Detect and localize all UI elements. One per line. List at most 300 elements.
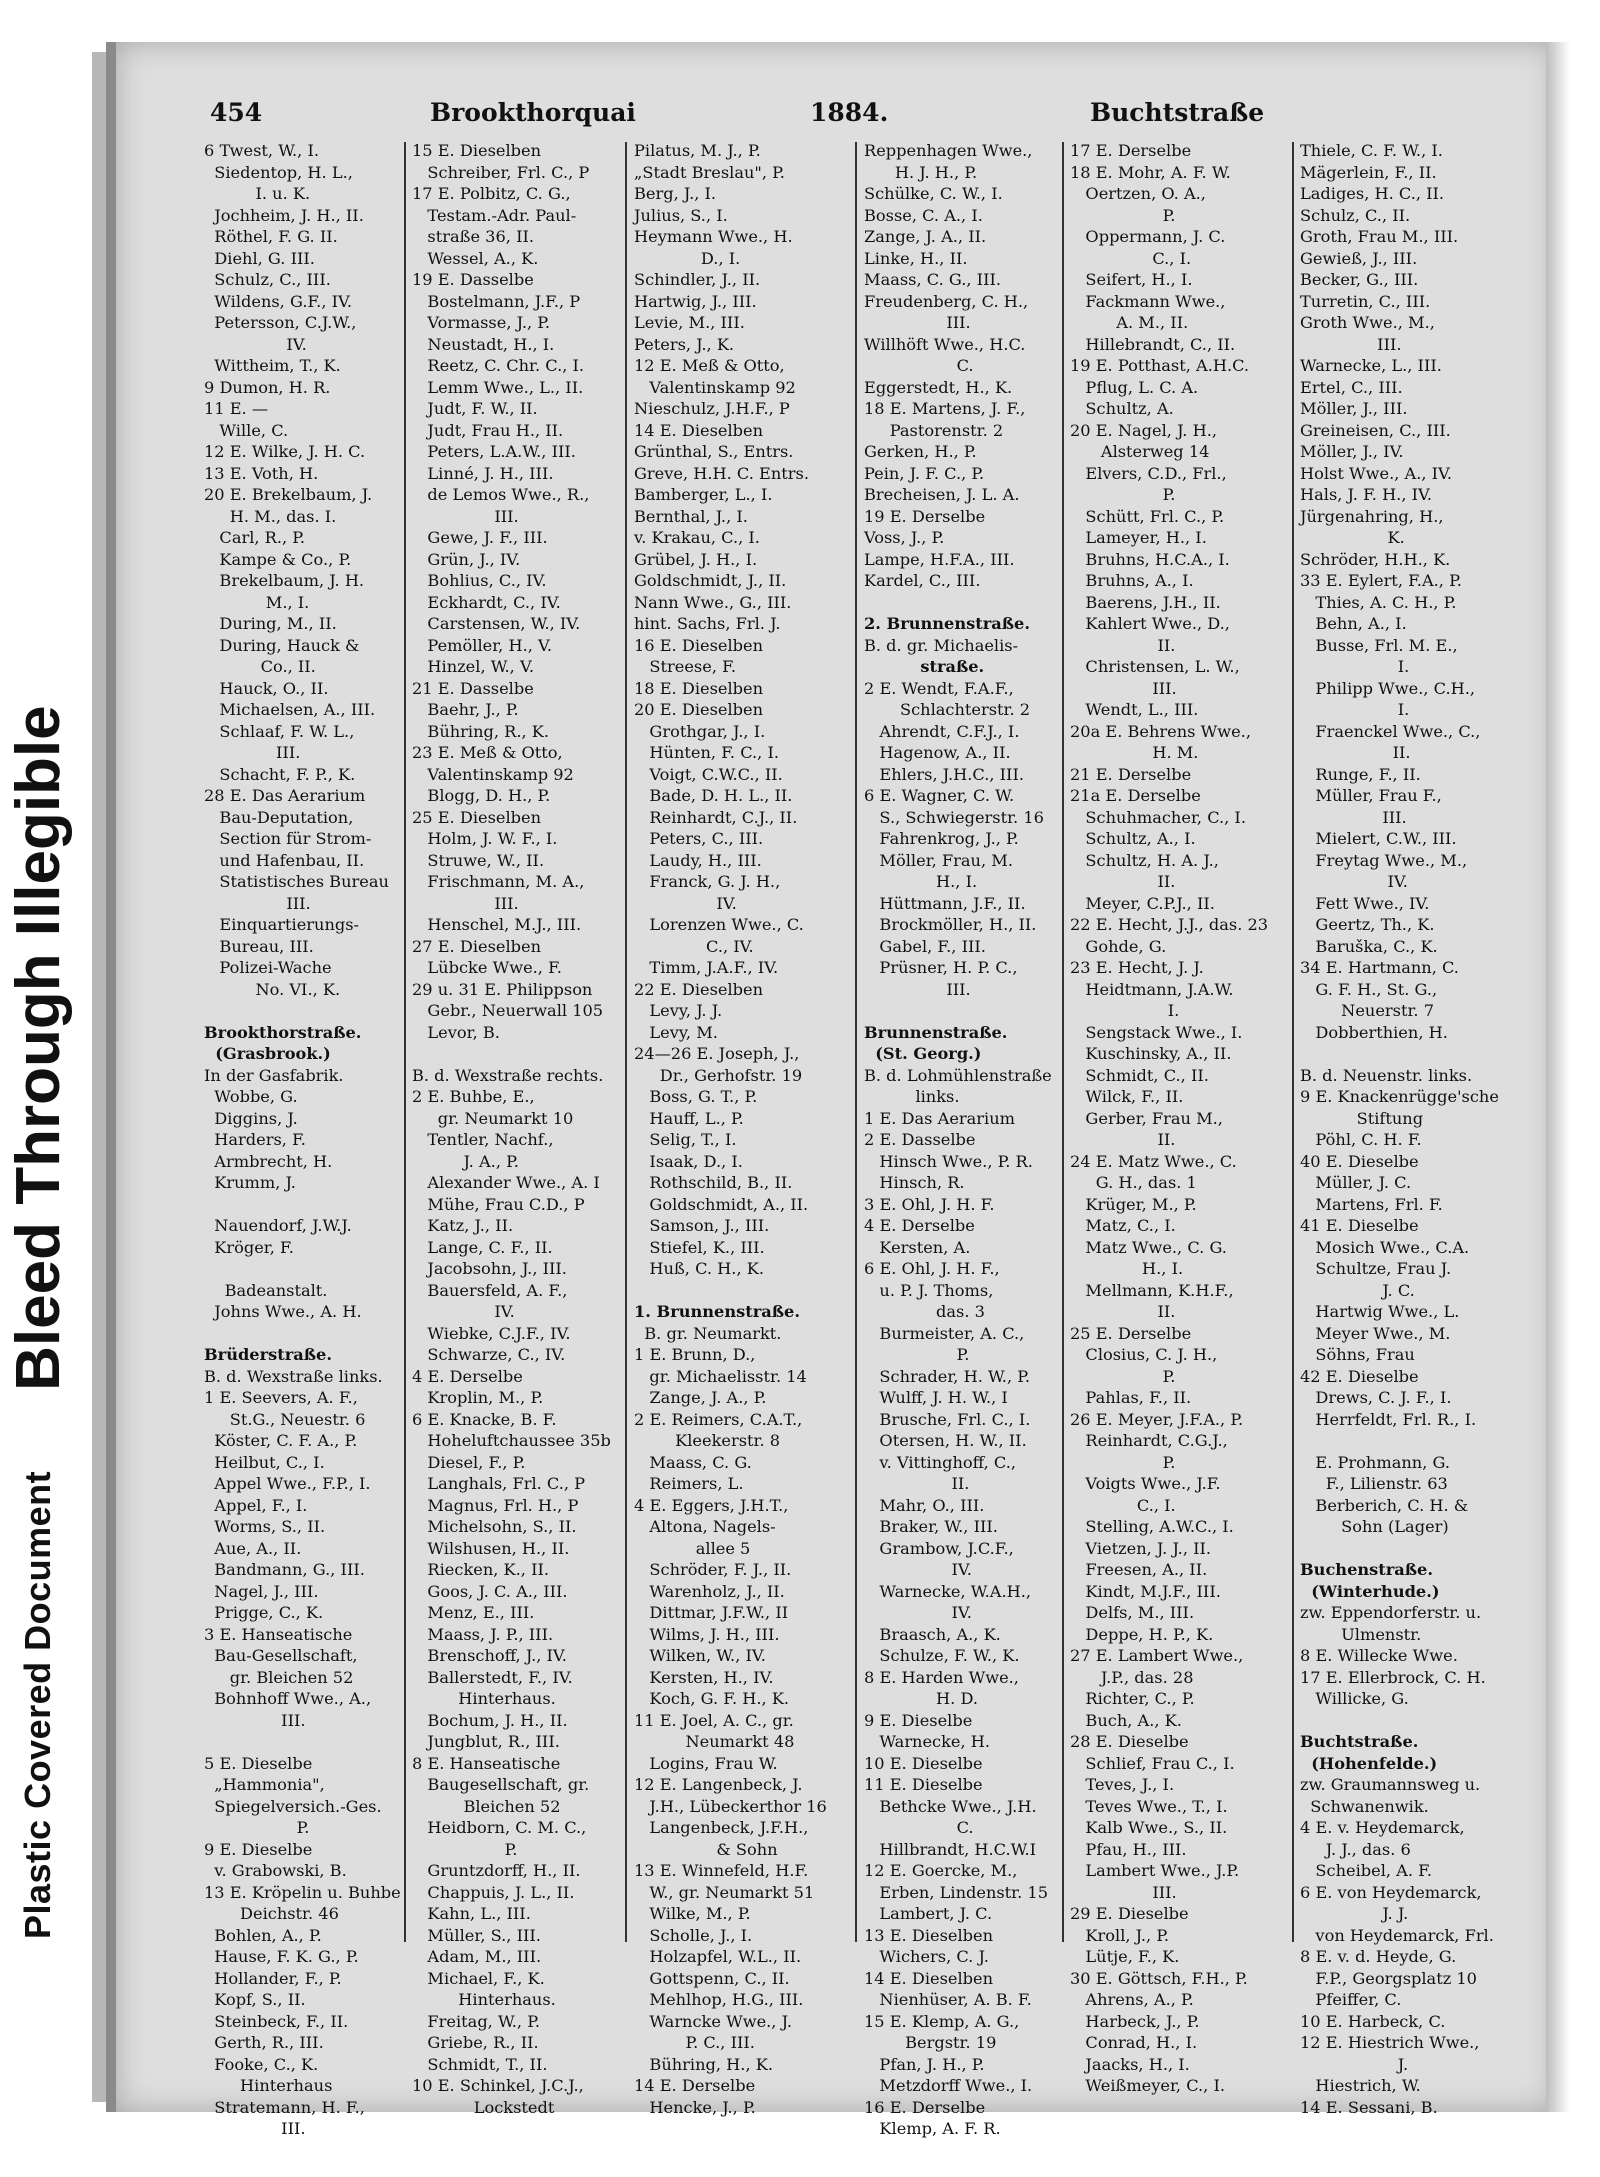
directory-line: P. xyxy=(1070,1366,1176,1386)
directory-line: K. xyxy=(1300,528,1405,547)
directory-line: Mahr, O., III. xyxy=(864,1495,985,1515)
directory-line: Hauff, L., P. xyxy=(634,1108,744,1128)
directory-line: Scheibel, A. F. xyxy=(1300,1861,1433,1880)
directory-line: Jochheim, J. H., II. xyxy=(204,205,364,225)
directory-line: Huß, C. H., K. xyxy=(634,1259,764,1278)
directory-line: Teves Wwe., T., I. xyxy=(1070,1796,1228,1816)
directory-line: links. xyxy=(864,1087,960,1106)
directory-column-4 xyxy=(864,140,1064,2138)
directory-line xyxy=(864,1000,1064,1022)
directory-line: Bühring, H., K. xyxy=(634,2054,773,2074)
directory-line: Groth Wwe., M., xyxy=(1300,313,1435,332)
directory-line: Kuschinsky, A., II. xyxy=(1070,1044,1232,1063)
directory-line: Pfeiffer, C. xyxy=(1300,1990,1402,2009)
directory-line: J. C. xyxy=(1300,1280,1415,1300)
directory-line: von Heydemarck, Frl. xyxy=(1300,1925,1494,1945)
directory-line: II. xyxy=(1070,1302,1176,1321)
directory-line: 2 E. Reimers, C.A.T., xyxy=(634,1409,803,1429)
directory-line: Matz, C., I. xyxy=(1070,1216,1176,1235)
directory-line: Goldschmidt, A., II. xyxy=(634,1194,809,1214)
directory-line: 28 E. Dieselbe xyxy=(1070,1732,1189,1751)
directory-line: Fooke, C., K. xyxy=(204,2054,319,2074)
directory-line: A. M., II. xyxy=(1070,313,1189,332)
directory-line: Bau-Deputation, xyxy=(204,807,354,827)
page-header xyxy=(210,98,1480,132)
directory-line: Baehr, J., P. xyxy=(412,700,519,719)
directory-line xyxy=(412,1043,626,1065)
directory-line: 25 E. Dieselben xyxy=(412,807,542,827)
directory-line: Richter, C., P. xyxy=(1070,1689,1195,1708)
left-running-title: Brookthorquai xyxy=(430,98,636,127)
directory-line: 21 E. Derselbe xyxy=(1070,764,1192,784)
directory-line: 20 E. Nagel, J. H., xyxy=(1070,420,1218,440)
directory-line: 20 E. Brekelbaum, J. xyxy=(204,485,373,504)
directory-line: 9 Dumon, H. R. xyxy=(204,377,331,397)
directory-line: F.P., Georgsplatz 10 xyxy=(1300,1968,1477,1988)
directory-line: 28 E. Das Aerarium xyxy=(204,786,366,805)
directory-line: 29 u. 31 E. Philippson xyxy=(412,979,593,999)
directory-line: & Sohn xyxy=(634,1839,778,1859)
directory-line: Gewe, J. F., III. xyxy=(412,528,548,547)
directory-line: Altona, Nagels- xyxy=(634,1517,776,1536)
directory-line: Closius, C. J. H., xyxy=(1070,1345,1218,1364)
directory-line: Brenschoff, J., IV. xyxy=(412,1646,567,1665)
directory-line: I. xyxy=(1300,700,1410,719)
directory-line: 6 Twest, W., I. xyxy=(204,141,319,160)
directory-line: B. gr. Neumarkt. xyxy=(634,1323,782,1343)
directory-line: Gerth, R., III. xyxy=(204,2033,324,2052)
directory-line: Heilbut, C., I. xyxy=(204,1452,325,1472)
directory-line: Brecheisen, J. L. A. xyxy=(864,485,1020,504)
directory-line: Metzdorff Wwe., I. xyxy=(864,2076,1033,2095)
directory-line: Schmidt, C., II. xyxy=(1070,1065,1209,1085)
directory-line: II. xyxy=(1070,872,1176,891)
directory-line: Zange, J. A., II. xyxy=(864,227,987,246)
directory-line: Eckhardt, C., IV. xyxy=(412,592,561,612)
directory-line: III. xyxy=(412,893,519,913)
directory-line: Bernthal, J., I. xyxy=(634,506,748,526)
directory-line: Lorenzen Wwe., C. xyxy=(634,915,804,934)
directory-line: 25 E. Derselbe xyxy=(1070,1323,1192,1343)
directory-line: 21 E. Dasselbe xyxy=(412,678,534,698)
directory-line: Lütje, F., K. xyxy=(1070,1947,1180,1966)
directory-line: Langhals, Frl. C., P xyxy=(412,1474,586,1493)
directory-line: Bamberger, L., I. xyxy=(634,485,773,504)
directory-line: 11 E. — xyxy=(204,399,269,418)
directory-line: „Hammonia", xyxy=(204,1775,325,1794)
directory-line: gr. Michaelisstr. 14 xyxy=(634,1366,807,1386)
directory-line: III. xyxy=(204,2119,306,2138)
directory-line: 10 E. Schinkel, J.C.J., xyxy=(412,2076,584,2095)
directory-line: Schröder, F. J., II. xyxy=(634,1560,792,1579)
directory-line: Katz, J., II. xyxy=(412,1216,514,1235)
directory-line: Hillebrandt, C., II. xyxy=(1070,334,1236,354)
directory-line: Warnecke, L., III. xyxy=(1300,356,1442,375)
directory-line: 15 E. Klemp, A. G., xyxy=(864,2011,1020,2031)
directory-column-6 xyxy=(1300,140,1499,2117)
directory-line: zw. Eppendorferstr. u. xyxy=(1300,1603,1482,1622)
directory-line: Klemp, A. F. R. xyxy=(864,2119,1001,2138)
directory-line: Hartwig Wwe., L. xyxy=(1300,1302,1460,1321)
directory-column-1 xyxy=(204,140,401,2138)
directory-line: Brüderstraße. xyxy=(204,1345,332,1364)
directory-line: Lameyer, H., I. xyxy=(1070,528,1207,547)
directory-line: Conrad, H., I. xyxy=(1070,2033,1198,2052)
directory-line: Schulz, C., III. xyxy=(204,270,331,289)
directory-line: Scholle, J., I. xyxy=(634,1925,753,1945)
directory-line: Greve, H.H. C. Entrs. xyxy=(634,463,809,483)
directory-line: Buchtstraße. xyxy=(1300,1732,1419,1751)
directory-line: C., IV. xyxy=(634,936,754,956)
directory-line: straße 36, II. xyxy=(412,227,534,246)
directory-line: Maass, C. G., III. xyxy=(864,270,1002,289)
directory-line: C. xyxy=(864,356,974,375)
directory-line: Schultz, H. A. J., xyxy=(1070,850,1219,870)
directory-line: Hartwig, J., III. xyxy=(634,291,757,311)
directory-line: G. H., das. 1 xyxy=(1070,1173,1197,1192)
directory-line: Siedentop, H. L., xyxy=(204,162,353,182)
directory-line: 20 E. Dieselben xyxy=(634,700,764,719)
directory-line: Hagenow, A., II. xyxy=(864,743,1011,762)
directory-line: Müller, Frau F., xyxy=(1300,786,1442,805)
directory-line: Fahrenkrog, J., P. xyxy=(864,829,1019,848)
directory-line: 16 E. Dieselben xyxy=(634,635,764,655)
directory-line: Martens, Frl. F. xyxy=(1300,1194,1443,1214)
directory-line: zw. Graumannsweg u. xyxy=(1300,1775,1481,1794)
directory-line: Reinhardt, C.J., II. xyxy=(634,807,798,827)
directory-line: S., Schwiegerstr. 16 xyxy=(864,807,1044,827)
directory-line: Gabel, F., III. xyxy=(864,936,986,956)
directory-line: Runge, F., II. xyxy=(1300,764,1421,784)
directory-line: Bade, D. H. L., II. xyxy=(634,786,793,805)
directory-columns xyxy=(204,140,1499,2138)
directory-line: 24—26 E. Joseph, J., xyxy=(634,1044,800,1063)
directory-line: Diesel, F., P. xyxy=(412,1452,526,1472)
directory-line: Schultz, A. xyxy=(1070,399,1174,418)
directory-line: J. J. xyxy=(1300,1904,1409,1923)
directory-line: Wichers, C. J. xyxy=(864,1947,989,1966)
directory-line: Heidtmann, J.A.W. xyxy=(1070,979,1234,999)
directory-line: Diehl, G. III. xyxy=(204,248,315,268)
directory-line: Krumm, J. xyxy=(204,1173,296,1192)
directory-line: Deichstr. 46 xyxy=(204,1904,339,1923)
directory-line: Teves, J., I. xyxy=(1070,1775,1175,1794)
directory-line: Pilatus, M. J., P. xyxy=(634,141,761,160)
directory-line: Ahrendt, C.F.J., I. xyxy=(864,721,1020,741)
directory-line: Seifert, H., I. xyxy=(1070,270,1193,289)
directory-line: Oppermann, J. C. xyxy=(1070,227,1226,246)
directory-line: Warenholz, J., II. xyxy=(634,1581,785,1601)
directory-line: Brookthorstraße. xyxy=(204,1022,362,1042)
directory-line: 13 E. Winnefeld, H.F. xyxy=(634,1861,809,1880)
directory-line: hint. Sachs, Frl. J. xyxy=(634,614,781,633)
directory-line: Bauersfeld, A. F., xyxy=(412,1280,568,1300)
directory-line: Levy, M. xyxy=(634,1022,718,1042)
directory-line: C., I. xyxy=(1070,248,1192,268)
directory-line: J. J., das. 6 xyxy=(1300,1839,1411,1859)
directory-line: Schultz, A., I. xyxy=(1070,829,1196,848)
directory-line: Holst Wwe., A., IV. xyxy=(1300,463,1453,483)
directory-line: 19 E. Dasselbe xyxy=(412,270,534,289)
directory-line: Dittmar, J.F.W., II xyxy=(634,1603,789,1622)
directory-line: Schwarze, C., IV. xyxy=(412,1345,566,1364)
directory-line: Schröder, H.H., K. xyxy=(1300,549,1451,569)
directory-line: Gerken, H., P. xyxy=(864,442,977,461)
directory-line: Becker, G., III. xyxy=(1300,270,1419,289)
directory-line: Bohlius, C., IV. xyxy=(412,571,547,590)
directory-line: 8 E. v. d. Heyde, G. xyxy=(1300,1947,1457,1966)
directory-line: B. d. gr. Michaelis- xyxy=(864,635,1019,655)
directory-line: Prüsner, H. P. C., xyxy=(864,958,1018,977)
sidebar-rotated-labels xyxy=(0,223,83,1939)
directory-line: Peters, J., K. xyxy=(634,334,735,354)
directory-line: Neustadt, H., I. xyxy=(412,334,555,354)
directory-line: J. xyxy=(1300,2054,1409,2074)
directory-line: Ehlers, J.H.C., III. xyxy=(864,764,1024,784)
directory-line: Gruntzdorff, H., II. xyxy=(412,1861,581,1880)
directory-line: Neumarkt 48 xyxy=(634,1732,795,1751)
directory-line: Petersson, C.J.W., xyxy=(204,313,357,332)
directory-line: 8 E. Willecke Wwe. xyxy=(1300,1646,1458,1665)
directory-line: Wessel, A., K. xyxy=(412,248,539,268)
directory-line: Brunnenstraße. xyxy=(864,1022,1008,1042)
directory-line: Ahrens, A., P. xyxy=(1070,1990,1194,2009)
directory-line: E. Prohmann, G. xyxy=(1300,1452,1450,1472)
directory-line: Kroplin, M., P. xyxy=(412,1388,544,1407)
directory-line: Thies, A. C. H., P. xyxy=(1300,592,1457,612)
directory-line: 10 E. Dieselbe xyxy=(864,1753,983,1773)
directory-line: Polizei-Wache xyxy=(204,958,332,977)
directory-line: Timm, J.A.F., IV. xyxy=(634,958,779,977)
directory-line: Kröger, F. xyxy=(204,1237,294,1257)
directory-line: B. d. Neuenstr. links. xyxy=(1300,1065,1473,1085)
directory-line: Fackmann Wwe., xyxy=(1070,291,1226,311)
directory-line: Aue, A., II. xyxy=(204,1538,302,1558)
directory-line: Dobberthien, H. xyxy=(1300,1022,1448,1042)
directory-line: 18 E. Martens, J. F., xyxy=(864,399,1026,418)
directory-line: Section für Strom- xyxy=(204,829,372,848)
directory-line: Lange, C. F., II. xyxy=(412,1237,553,1257)
directory-line: Kersten, H., IV. xyxy=(634,1667,774,1687)
directory-line: I. u. K. xyxy=(204,184,311,203)
directory-line: Ballerstedt, F., IV. xyxy=(412,1667,573,1687)
directory-line xyxy=(1300,1710,1496,1732)
directory-line: Statistisches Bureau xyxy=(204,872,389,891)
directory-line: Wilken, W., IV. xyxy=(634,1646,766,1665)
directory-line: Zange, J. A., P. xyxy=(634,1388,767,1407)
directory-line: Hollander, F., P. xyxy=(204,1968,342,1988)
directory-line: Wendt, L., III. xyxy=(1070,700,1199,719)
directory-line: Stiftung xyxy=(1300,1108,1424,1128)
directory-line xyxy=(864,592,1064,614)
directory-line: Laudy, H., III. xyxy=(634,850,762,870)
directory-line: Lambert Wwe., J.P. xyxy=(1070,1861,1240,1880)
directory-line: Jaacks, H., I. xyxy=(1070,2054,1190,2074)
directory-line: W., gr. Neumarkt 51 xyxy=(634,1882,815,1902)
directory-line: Wilms, J. H., III. xyxy=(634,1624,780,1644)
directory-line: 12 E. Hiestrich Wwe., xyxy=(1300,2033,1480,2052)
directory-line: Stratemann, H. F., xyxy=(204,2097,365,2117)
directory-line: Gerber, Frau M., xyxy=(1070,1108,1223,1128)
directory-line: Nienhüser, A. B. F. xyxy=(864,1990,1032,2009)
directory-line: Bruhns, H.C.A., I. xyxy=(1070,549,1230,569)
directory-line: Maass, C. G. xyxy=(634,1452,752,1472)
directory-line: Gewieß, J., III. xyxy=(1300,248,1418,268)
directory-line: Deppe, H. P., K. xyxy=(1070,1624,1214,1644)
directory-line: Selig, T., I. xyxy=(634,1130,737,1149)
directory-line: Röthel, F. G. II. xyxy=(204,227,338,246)
directory-line: III. xyxy=(1300,807,1407,827)
directory-line: Carstensen, W., IV. xyxy=(412,614,581,633)
directory-line: Goos, J. C. A., III. xyxy=(412,1581,568,1601)
directory-line: Wilke, M., P. xyxy=(634,1904,751,1923)
directory-line: P. xyxy=(1070,485,1176,504)
directory-line: 6 E. von Heydemarck, xyxy=(1300,1882,1482,1902)
directory-line: Stiefel, K., III. xyxy=(634,1237,765,1257)
directory-line: Groth, Frau M., III. xyxy=(1300,227,1459,246)
directory-line: Fraenckel Wwe., C., xyxy=(1300,721,1481,741)
directory-line: III. xyxy=(864,979,971,999)
directory-line: 1 E. Seevers, A. F., xyxy=(204,1388,358,1407)
directory-line: Schrader, H. W., P. xyxy=(864,1366,1031,1386)
directory-line: Alexander Wwe., A. I xyxy=(412,1173,600,1192)
directory-line: Hencke, J., P. xyxy=(634,2097,756,2117)
directory-line: Linné, J. H., III. xyxy=(412,463,554,483)
directory-line: Kahn, L., III. xyxy=(412,1904,531,1923)
directory-line: Möller, J., IV. xyxy=(1300,442,1404,461)
directory-line: Bau-Gesellschaft, xyxy=(204,1646,358,1665)
directory-line: 6 E. Wagner, C. W. xyxy=(864,786,1015,805)
directory-line: 12 E. Wilke, J. H. C. xyxy=(204,442,366,461)
directory-line: I. xyxy=(1300,657,1410,676)
directory-line: Levor, B. xyxy=(412,1022,500,1042)
directory-line: Frischmann, M. A., xyxy=(412,872,585,891)
directory-line: Harders, F. xyxy=(204,1130,306,1149)
directory-line: Lockstedt xyxy=(412,2097,555,2117)
directory-line: Bohlen, A., P. xyxy=(204,1925,322,1945)
directory-line: M., I. xyxy=(204,592,310,612)
directory-line: 14 E. Sessani, B. xyxy=(1300,2097,1438,2117)
directory-line: Jürgenahring, H., xyxy=(1300,506,1444,526)
directory-line: Wildens, G.F., IV. xyxy=(204,291,353,311)
directory-line: H. J. H., P. xyxy=(864,162,978,182)
directory-line: (Hohenfelde.) xyxy=(1300,1753,1438,1773)
directory-line: Reimers, L. xyxy=(634,1474,744,1493)
directory-line: Berberich, C. H. & xyxy=(1300,1495,1469,1515)
directory-line: 40 E. Dieselbe xyxy=(1300,1151,1419,1171)
directory-line: Berg, J., I. xyxy=(634,184,717,203)
directory-line: Gebr., Neuerwall 105 xyxy=(412,1001,604,1020)
plastic-covered-label: Plastic Covered Document xyxy=(17,1470,58,1939)
directory-line: Bohnhoff Wwe., A., xyxy=(204,1689,372,1708)
directory-line: 11 E. Joel, A. C., gr. xyxy=(634,1710,794,1730)
directory-line: Levie, M., III. xyxy=(634,313,745,332)
directory-line: Boss, G. T., P. xyxy=(634,1087,758,1106)
directory-line: Hinterhaus xyxy=(204,2076,333,2095)
directory-line: Braasch, A., K. xyxy=(864,1624,1001,1644)
directory-line xyxy=(1300,1430,1496,1452)
directory-line: Schmidt, T., II. xyxy=(412,2054,548,2074)
directory-line: Schütt, Frl. C., P. xyxy=(1070,506,1225,526)
directory-line: Baruška, C., K. xyxy=(1300,936,1438,956)
directory-line: I. xyxy=(1070,1001,1180,1020)
directory-line: Weißmeyer, C., I. xyxy=(1070,2076,1226,2095)
directory-line: P. xyxy=(864,1345,970,1364)
directory-line: III. xyxy=(1070,678,1177,698)
directory-line: Dr., Gerhofstr. 19 xyxy=(634,1065,803,1085)
directory-line: Mehlhop, H.G., III. xyxy=(634,1990,804,2009)
directory-line: 17 E. Polbitz, C. G., xyxy=(412,184,571,203)
directory-line: 23 E. Meß & Otto, xyxy=(412,743,563,762)
directory-line: 12 E. Goercke, M., xyxy=(864,1861,1018,1880)
directory-line: 27 E. Lambert Wwe., xyxy=(1070,1646,1244,1665)
directory-line: Gottspenn, C., II. xyxy=(634,1968,790,1988)
directory-line: Linke, H., II. xyxy=(864,248,968,268)
directory-line: allee 5 xyxy=(634,1538,751,1558)
directory-line: 17 E. Derselbe xyxy=(1070,141,1192,160)
directory-line: 14 E. Dieselben xyxy=(864,1968,994,1988)
directory-line: P. xyxy=(1070,1452,1176,1472)
page-number: 454 xyxy=(210,98,263,127)
directory-line: C., I. xyxy=(1070,1495,1176,1515)
directory-line: Ertel, C., III. xyxy=(1300,377,1403,397)
directory-line: 29 E. Dieselbe xyxy=(1070,1904,1189,1923)
directory-line: 30 E. Göttsch, F.H., P. xyxy=(1070,1968,1248,1988)
directory-line: 4 E. Derselbe xyxy=(864,1216,975,1235)
directory-line: Müller, J. C. xyxy=(1300,1173,1412,1192)
directory-line: „Stadt Breslau", P. xyxy=(634,162,785,182)
directory-line: Blogg, D. H., P. xyxy=(412,786,551,805)
directory-line: 20a E. Behrens Wwe., xyxy=(1070,721,1251,741)
directory-line: 18 E. Mohr, A. F. W. xyxy=(1070,162,1231,182)
bleed-through-label: Bleed Through Illegible xyxy=(3,705,73,1391)
directory-line: Freitag, W., P. xyxy=(412,2011,540,2031)
directory-line: 15 E. Dieselben xyxy=(412,141,542,160)
directory-line: 42 E. Dieselbe xyxy=(1300,1366,1419,1386)
directory-line: Sohn (Lager) xyxy=(1300,1517,1449,1536)
directory-line: Turretin, C., III. xyxy=(1300,291,1431,311)
directory-line: 2 E. Buhbe, E., xyxy=(412,1087,535,1106)
directory-line: Schlaaf, F. W. L., xyxy=(204,721,355,741)
directory-line: Schlachterstr. 2 xyxy=(864,700,1031,719)
directory-line: 23 E. Hecht, J. J. xyxy=(1070,958,1204,977)
directory-line: v. Grabowski, B. xyxy=(204,1861,347,1880)
directory-line: Mielert, C.W., III. xyxy=(1300,829,1457,848)
directory-line: Ulmenstr. xyxy=(1300,1624,1422,1644)
directory-line: Goldschmidt, J., II. xyxy=(634,571,787,590)
directory-line: Maass, J. P., III. xyxy=(412,1624,554,1644)
directory-line: Söhns, Frau xyxy=(1300,1345,1415,1364)
directory-line: Kleekerstr. 8 xyxy=(634,1431,781,1450)
directory-line: Kahlert Wwe., D., xyxy=(1070,614,1230,633)
directory-line: u. P. J. Thoms, xyxy=(864,1280,994,1300)
directory-line: 16 E. Derselbe xyxy=(864,2097,986,2117)
directory-line: gr. Neumarkt 10 xyxy=(412,1108,574,1128)
directory-line: Worms, S., II. xyxy=(204,1517,326,1536)
directory-line: Wiebke, C.J.F., IV. xyxy=(412,1323,571,1343)
directory-line: Schreiber, Frl. C., P xyxy=(412,162,590,182)
directory-line: Vormasse, J., P. xyxy=(412,313,551,332)
directory-line: 1 E. Das Aerarium xyxy=(864,1108,1015,1128)
directory-line: (Winterhude.) xyxy=(1300,1581,1440,1601)
directory-line: III. xyxy=(204,743,301,762)
directory-line: Adam, M., III. xyxy=(412,1947,542,1966)
directory-line: Judt, F. W., II. xyxy=(412,399,538,418)
directory-line xyxy=(204,1258,400,1280)
directory-line: Thiele, C. F. W., I. xyxy=(1300,141,1443,160)
directory-line: Pemöller, H., V. xyxy=(412,635,553,655)
directory-line: Testam.-Adr. Paul- xyxy=(412,205,577,225)
